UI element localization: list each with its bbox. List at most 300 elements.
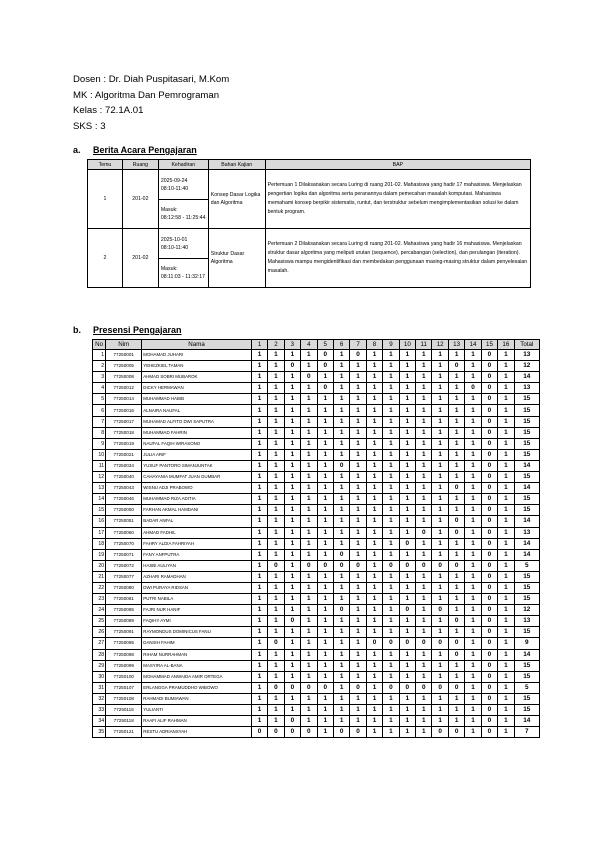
attendance-cell: 1 [301, 660, 317, 671]
attendance-cell: 1 [333, 472, 349, 483]
attendance-total: 12 [514, 361, 539, 372]
attendance-cell: 0 [448, 527, 464, 538]
student-name: RAAFI ALIF RAHMAN [142, 716, 252, 727]
presensi-row [93, 571, 540, 582]
attendance-cell: 1 [333, 405, 349, 416]
attendance-cell: 1 [268, 549, 284, 560]
attendance-cell: 1 [333, 361, 349, 372]
student-nim: 77250014 [106, 394, 142, 405]
attendance-cell: 1 [333, 449, 349, 460]
attendance-cell: 0 [333, 727, 349, 738]
attendance-cell: 1 [317, 416, 333, 427]
attendance-cell: 1 [416, 350, 432, 361]
attendance-cell: 1 [465, 605, 481, 616]
attendance-cell: 1 [448, 549, 464, 560]
presensi-row [93, 361, 540, 372]
attendance-cell: 1 [251, 460, 267, 471]
attendance-total: 15 [514, 594, 539, 605]
attendance-cell: 1 [251, 605, 267, 616]
attendance-cell: 1 [350, 660, 366, 671]
presensi-row [93, 527, 540, 538]
attendance-cell: 1 [498, 350, 514, 361]
attendance-cell: 1 [350, 438, 366, 449]
presensi-header-meeting-12: 12 [432, 340, 448, 350]
attendance-cell: 1 [416, 705, 432, 716]
attendance-cell: 1 [366, 693, 382, 704]
presensi-header-nim: Nim [106, 340, 142, 350]
attendance-total: 15 [514, 416, 539, 427]
attendance-cell: 1 [465, 560, 481, 571]
attendance-cell: 1 [350, 449, 366, 460]
attendance-cell: 1 [251, 538, 267, 549]
presensi-row [93, 516, 540, 527]
attendance-cell: 1 [317, 705, 333, 716]
attendance-cell: 1 [268, 472, 284, 483]
presensi-header-meeting-6: 6 [333, 340, 349, 350]
attendance-cell: 0 [481, 449, 497, 460]
attendance-cell: 1 [333, 660, 349, 671]
attendance-cell: 1 [465, 416, 481, 427]
row-number: 18 [93, 538, 106, 549]
attendance-cell: 1 [399, 372, 415, 383]
attendance-cell: 0 [317, 383, 333, 394]
attendance-cell: 1 [498, 616, 514, 627]
attendance-cell: 1 [251, 383, 267, 394]
attendance-cell: 1 [448, 472, 464, 483]
attendance-cell: 1 [317, 505, 333, 516]
attendance-cell: 1 [350, 505, 366, 516]
attendance-cell: 1 [399, 383, 415, 394]
attendance-total: 15 [514, 427, 539, 438]
attendance-cell: 0 [481, 716, 497, 727]
student-nim: 77250050 [106, 505, 142, 516]
attendance-cell: 1 [448, 716, 464, 727]
attendance-cell: 1 [465, 660, 481, 671]
attendance-cell: 1 [333, 671, 349, 682]
attendance-cell: 1 [432, 582, 448, 593]
attendance-cell: 1 [448, 505, 464, 516]
attendance-cell: 1 [251, 416, 267, 427]
attendance-cell: 1 [366, 394, 382, 405]
attendance-cell: 1 [317, 460, 333, 471]
row-number: 1 [93, 350, 106, 361]
attendance-cell: 1 [317, 405, 333, 416]
attendance-cell: 1 [383, 716, 399, 727]
attendance-cell: 1 [366, 705, 382, 716]
attendance-cell: 1 [383, 671, 399, 682]
attendance-cell: 1 [350, 671, 366, 682]
attendance-cell: 1 [251, 505, 267, 516]
attendance-total: 5 [514, 682, 539, 693]
attendance-cell: 1 [284, 494, 300, 505]
dosen-line: Dosen : Dr. Diah Puspitasari, M.Kom [73, 74, 230, 85]
attendance-cell: 1 [432, 716, 448, 727]
attendance-cell: 1 [366, 571, 382, 582]
masuk-label: Masuk: [160, 266, 178, 272]
attendance-cell: 1 [416, 605, 432, 616]
attendance-cell: 1 [399, 671, 415, 682]
row-number: 10 [93, 449, 106, 460]
attendance-cell: 1 [465, 594, 481, 605]
attendance-cell: 1 [498, 549, 514, 560]
row-number: 12 [93, 472, 106, 483]
attendance-cell: 0 [284, 616, 300, 627]
attendance-cell: 1 [366, 472, 382, 483]
attendance-cell: 1 [268, 394, 284, 405]
attendance-cell: 1 [399, 416, 415, 427]
attendance-cell: 1 [383, 516, 399, 527]
attendance-cell: 1 [268, 627, 284, 638]
kehadiran-time: 08:10-11:40 [160, 244, 189, 251]
attendance-cell: 1 [366, 605, 382, 616]
attendance-cell: 1 [251, 594, 267, 605]
kehadiran-date: 2025-09-24 [160, 177, 188, 184]
student-name: ERLANGGA PRAMUDDHO WIBOWO [142, 682, 252, 693]
attendance-cell: 1 [498, 582, 514, 593]
student-name: WISNU ADJI PRABOWO [142, 483, 252, 494]
attendance-cell: 0 [399, 605, 415, 616]
row-number: 23 [93, 594, 106, 605]
presensi-header-meeting-16: 16 [498, 340, 514, 350]
presensi-row [93, 616, 540, 627]
student-name: FAHRY ALDIA FAHRIYAH [142, 538, 252, 549]
attendance-cell: 1 [432, 627, 448, 638]
presensi-row [93, 660, 540, 671]
attendance-total: 12 [514, 605, 539, 616]
attendance-cell: 1 [432, 372, 448, 383]
attendance-cell: 1 [317, 605, 333, 616]
attendance-cell: 0 [448, 616, 464, 627]
attendance-cell: 1 [383, 505, 399, 516]
attendance-cell: 0 [416, 638, 432, 649]
kehadiran-masuk [159, 200, 208, 228]
presensi-header-meeting-4: 4 [301, 340, 317, 350]
attendance-cell: 1 [268, 460, 284, 471]
attendance-cell: 1 [383, 571, 399, 582]
attendance-cell: 1 [432, 516, 448, 527]
row-number: 16 [93, 516, 106, 527]
row-number: 29 [93, 660, 106, 671]
attendance-cell: 1 [350, 693, 366, 704]
presensi-header-meeting-7: 7 [350, 340, 366, 350]
attendance-cell: 1 [432, 405, 448, 416]
attendance-cell: 1 [399, 594, 415, 605]
attendance-total: 15 [514, 494, 539, 505]
attendance-cell: 1 [399, 449, 415, 460]
attendance-cell: 1 [366, 505, 382, 516]
attendance-cell: 1 [350, 616, 366, 627]
attendance-cell: 0 [481, 660, 497, 671]
attendance-total: 14 [514, 649, 539, 660]
row-number: 7 [93, 416, 106, 427]
attendance-cell: 1 [251, 527, 267, 538]
presensi-row [93, 716, 540, 727]
attendance-cell: 1 [284, 638, 300, 649]
attendance-cell: 0 [481, 350, 497, 361]
presensi-row [93, 372, 540, 383]
attendance-cell: 1 [301, 538, 317, 549]
attendance-cell: 1 [301, 438, 317, 449]
attendance-cell: 0 [481, 516, 497, 527]
attendance-cell: 1 [383, 616, 399, 627]
attendance-cell: 1 [366, 727, 382, 738]
attendance-cell: 1 [251, 449, 267, 460]
attendance-cell: 0 [481, 693, 497, 704]
student-name: CAHAYANIA MUMFAT JUAN GUMBAR [142, 472, 252, 483]
attendance-cell: 1 [317, 716, 333, 727]
document-header [73, 72, 229, 134]
attendance-cell: 1 [498, 483, 514, 494]
attendance-cell: 1 [448, 627, 464, 638]
attendance-cell: 0 [383, 560, 399, 571]
attendance-cell: 1 [268, 594, 284, 605]
attendance-cell: 1 [416, 394, 432, 405]
attendance-cell: 1 [268, 705, 284, 716]
student-name: FARHAN AKMAL HAMDANI [142, 505, 252, 516]
attendance-cell: 1 [432, 649, 448, 660]
attendance-cell: 1 [465, 649, 481, 660]
attendance-cell: 1 [448, 671, 464, 682]
attendance-cell: 1 [366, 449, 382, 460]
attendance-cell: 0 [481, 416, 497, 427]
attendance-cell: 1 [498, 383, 514, 394]
attendance-cell: 1 [416, 472, 432, 483]
presensi-row [93, 460, 540, 471]
attendance-cell: 1 [498, 682, 514, 693]
attendance-cell: 1 [251, 582, 267, 593]
attendance-cell: 1 [383, 605, 399, 616]
attendance-cell: 1 [416, 549, 432, 560]
attendance-cell: 0 [481, 438, 497, 449]
attendance-cell: 1 [366, 416, 382, 427]
attendance-cell: 1 [317, 538, 333, 549]
attendance-cell: 1 [301, 516, 317, 527]
attendance-cell: 1 [284, 594, 300, 605]
student-nim: 77250080 [106, 582, 142, 593]
presensi-row [93, 649, 540, 660]
attendance-cell: 1 [366, 716, 382, 727]
attendance-cell: 0 [481, 427, 497, 438]
attendance-cell: 1 [317, 727, 333, 738]
attendance-cell: 1 [383, 594, 399, 605]
attendance-cell: 1 [301, 693, 317, 704]
attendance-cell: 1 [251, 438, 267, 449]
attendance-cell: 1 [301, 405, 317, 416]
student-nim: 77250034 [106, 460, 142, 471]
attendance-total: 14 [514, 516, 539, 527]
student-name: HASBI AULIYAN [142, 560, 252, 571]
attendance-cell: 1 [432, 693, 448, 704]
bahan-kajian-cell: Struktur Dasar Algoritma [208, 229, 265, 288]
presensi-row [93, 560, 540, 571]
student-nim: 77250070 [106, 538, 142, 549]
attendance-cell: 1 [301, 594, 317, 605]
section-a-number: a. [73, 145, 81, 155]
attendance-cell: 1 [383, 483, 399, 494]
attendance-cell: 1 [383, 549, 399, 560]
presensi-row [93, 472, 540, 483]
attendance-cell: 1 [416, 649, 432, 660]
attendance-cell: 1 [383, 361, 399, 372]
attendance-cell: 1 [317, 616, 333, 627]
attendance-cell: 0 [432, 605, 448, 616]
row-number: 4 [93, 383, 106, 394]
col-temu: Temu [88, 160, 123, 170]
attendance-cell: 1 [399, 582, 415, 593]
attendance-cell: 1 [251, 494, 267, 505]
attendance-cell: 0 [350, 560, 366, 571]
student-name: MUHAMAD ALFITO DWI SAPUTRA [142, 416, 252, 427]
attendance-cell: 0 [284, 727, 300, 738]
attendance-cell: 1 [498, 394, 514, 405]
attendance-cell: 1 [268, 538, 284, 549]
attendance-cell: 1 [399, 427, 415, 438]
attendance-cell: 1 [251, 716, 267, 727]
attendance-cell: 1 [301, 350, 317, 361]
attendance-cell: 1 [432, 705, 448, 716]
attendance-cell: 1 [251, 372, 267, 383]
row-number: 2 [93, 361, 106, 372]
attendance-cell: 1 [465, 494, 481, 505]
attendance-cell: 1 [284, 693, 300, 704]
attendance-cell: 1 [366, 582, 382, 593]
attendance-cell: 1 [333, 538, 349, 549]
attendance-cell: 1 [284, 660, 300, 671]
presensi-header-nama: Nama [142, 340, 252, 350]
attendance-cell: 1 [399, 616, 415, 627]
attendance-cell: 1 [465, 483, 481, 494]
attendance-cell: 1 [350, 605, 366, 616]
attendance-cell: 1 [251, 405, 267, 416]
temu-cell: 1 [88, 170, 123, 229]
attendance-cell: 1 [432, 472, 448, 483]
attendance-cell: 1 [448, 494, 464, 505]
attendance-cell: 1 [399, 649, 415, 660]
student-nim: 77250118 [106, 716, 142, 727]
kehadiran-masuk [159, 259, 208, 287]
attendance-cell: 1 [251, 671, 267, 682]
attendance-cell: 1 [498, 505, 514, 516]
student-nim: 77250018 [106, 427, 142, 438]
attendance-total: 9 [514, 638, 539, 649]
attendance-cell: 1 [383, 649, 399, 660]
attendance-cell: 1 [399, 350, 415, 361]
attendance-cell: 1 [350, 716, 366, 727]
attendance-cell: 1 [383, 438, 399, 449]
attendance-cell: 1 [251, 516, 267, 527]
attendance-cell: 1 [465, 405, 481, 416]
student-nim: 77250115 [106, 705, 142, 716]
presensi-row [93, 416, 540, 427]
attendance-cell: 1 [333, 716, 349, 727]
student-name: BADAR ANFAL [142, 516, 252, 527]
attendance-total: 15 [514, 449, 539, 460]
attendance-cell: 1 [366, 649, 382, 660]
attendance-cell: 1 [383, 494, 399, 505]
attendance-cell: 1 [366, 560, 382, 571]
attendance-cell: 1 [284, 571, 300, 582]
presensi-row [93, 682, 540, 693]
attendance-cell: 0 [432, 682, 448, 693]
attendance-cell: 1 [317, 594, 333, 605]
attendance-cell: 1 [350, 372, 366, 383]
attendance-cell: 1 [284, 671, 300, 682]
attendance-cell: 1 [383, 460, 399, 471]
row-number: 14 [93, 494, 106, 505]
attendance-cell: 1 [465, 693, 481, 704]
student-name: ALNAIRA NAUFAL [142, 405, 252, 416]
attendance-cell: 1 [383, 538, 399, 549]
student-nim: 77250100 [106, 671, 142, 682]
section-b-heading [73, 325, 182, 335]
attendance-cell: 1 [416, 616, 432, 627]
attendance-cell: 1 [448, 449, 464, 460]
attendance-cell: 0 [481, 605, 497, 616]
attendance-cell: 1 [350, 582, 366, 593]
attendance-cell: 0 [448, 649, 464, 660]
attendance-cell: 1 [432, 361, 448, 372]
berita-acara-row [88, 229, 531, 288]
attendance-cell: 1 [448, 660, 464, 671]
attendance-total: 13 [514, 350, 539, 361]
attendance-total: 14 [514, 483, 539, 494]
presensi-row [93, 483, 540, 494]
attendance-cell: 1 [301, 616, 317, 627]
kehadiran-date: 2025-10-01 [160, 236, 188, 243]
attendance-cell: 1 [498, 627, 514, 638]
attendance-cell: 0 [268, 560, 284, 571]
attendance-cell: 1 [350, 416, 366, 427]
presensi-header-meeting-5: 5 [317, 340, 333, 350]
row-number: 6 [93, 405, 106, 416]
presensi-header-row [93, 340, 540, 350]
attendance-cell: 1 [432, 671, 448, 682]
attendance-cell: 1 [268, 494, 284, 505]
attendance-cell: 1 [350, 494, 366, 505]
attendance-cell: 1 [284, 438, 300, 449]
attendance-cell: 1 [498, 438, 514, 449]
attendance-cell: 1 [268, 616, 284, 627]
attendance-cell: 1 [301, 705, 317, 716]
attendance-cell: 1 [284, 627, 300, 638]
kehadiran-cell [158, 229, 208, 288]
student-name: MOHAMMAD ANWAIDA AMIR ORTEGA [142, 671, 252, 682]
attendance-cell: 1 [366, 383, 382, 394]
attendance-cell: 1 [251, 560, 267, 571]
attendance-cell: 1 [366, 660, 382, 671]
student-nim: 77250017 [106, 416, 142, 427]
attendance-cell: 1 [416, 405, 432, 416]
attendance-cell: 1 [350, 427, 366, 438]
attendance-cell: 1 [268, 671, 284, 682]
presensi-row [93, 693, 540, 704]
row-number: 34 [93, 716, 106, 727]
row-number: 26 [93, 627, 106, 638]
presensi-header-no: No [93, 340, 106, 350]
student-name: AHMAD SOBRI MUBAROK [142, 372, 252, 383]
attendance-cell: 1 [432, 483, 448, 494]
attendance-cell: 0 [448, 560, 464, 571]
attendance-cell: 0 [465, 383, 481, 394]
student-name: NAUFAL FAQIH WIRASONO [142, 438, 252, 449]
attendance-cell: 1 [284, 538, 300, 549]
student-nim: 77250098 [106, 649, 142, 660]
attendance-cell: 0 [481, 394, 497, 405]
attendance-cell: 1 [465, 727, 481, 738]
attendance-cell: 1 [350, 460, 366, 471]
attendance-cell: 1 [333, 594, 349, 605]
attendance-total: 15 [514, 660, 539, 671]
